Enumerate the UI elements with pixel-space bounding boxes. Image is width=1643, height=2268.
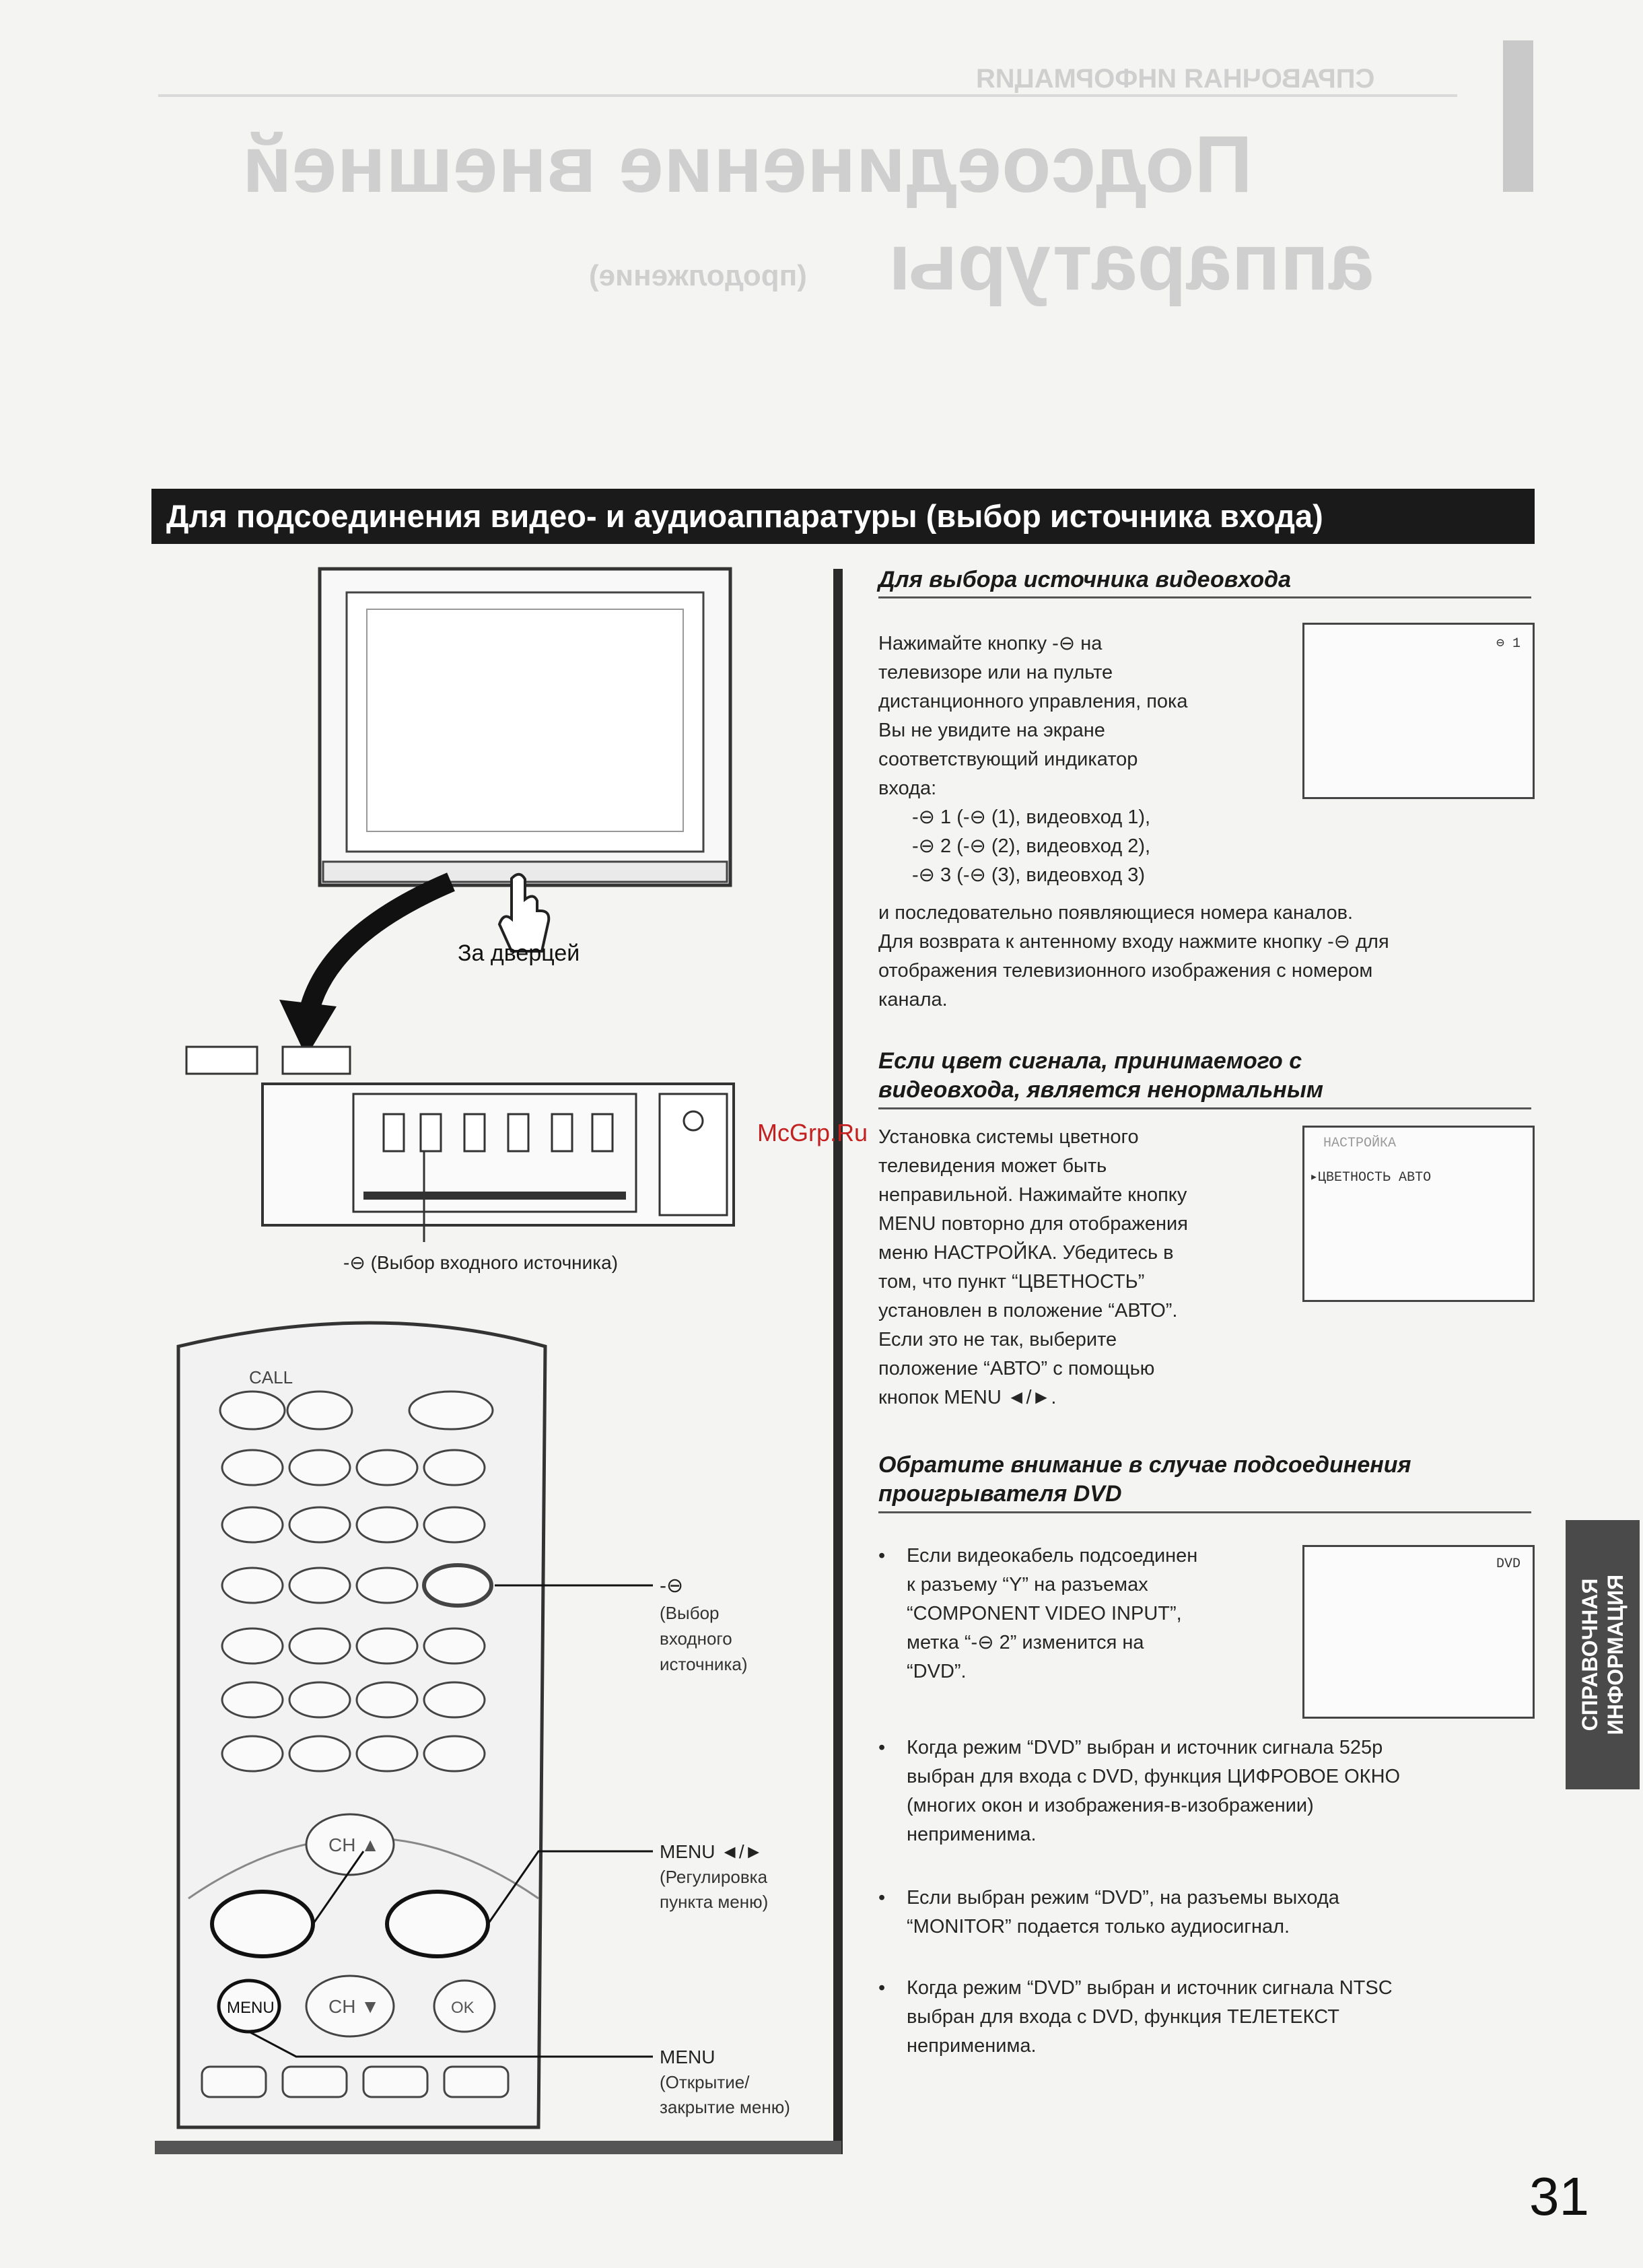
video-input-rule <box>878 596 1531 598</box>
ghost-title-suffix: (продолжение) <box>589 259 807 292</box>
section-banner: Для подсоединения видео- и аудиоаппаратуры (выбор источника входа) <box>151 489 1535 544</box>
video-input-intro: Нажимайте кнопку -⊖ на телевизоре или на пульте дистанционного управления, пока Вы не увидите на экране соответствующий индикатор входа: -⊖ 1 (-⊖ (1), видеовход 1), -⊖ 2 (-⊖ (2), видеовход 2), -⊖ 3 (-⊖ (3), видеовход 3) <box>878 633 1188 886</box>
svg-text:(Открытие/: (Открытие/ <box>660 2072 750 2092</box>
remote-control <box>162 1319 835 2147</box>
svg-text:(Регулировка: (Регулировка <box>660 1867 768 1887</box>
svg-text:CH ▼: CH ▼ <box>328 1996 380 2017</box>
svg-text:(Выбор: (Выбор <box>660 1603 720 1623</box>
tv-screen <box>347 592 703 852</box>
remote-input-button <box>424 1565 491 1606</box>
ghost-title-line1: Подсоединение внешней <box>242 119 1253 209</box>
dvd-bullet-2: • Когда режим “DVD” выбран и источник сигнала 525p выбран для входа с DVD, функция ЦИФРОВОЕ ОКНО (многих окон и изображения-в-изображении) неприменима. <box>878 1737 1401 1845</box>
dvd-bullet-4: • Когда режим “DVD” выбран и источник сигнала NTSC выбран для входа с DVD, функция ТЕЛЕТЕКСТ неприменима. <box>878 1977 1393 2057</box>
color-issue-text: Установка системы цветного телевидения может быть неправильной. Нажимайте кнопку MENU повторно для отображения меню НАСТРОЙКА. Убедитесь в том, что пункт “ЦВЕТНОСТЬ” установлен в положение “АВТО”. Если это не так, выберите положение “АВТО” с помощью кнопок MENU ◄/►. <box>878 1126 1188 1408</box>
tv-illustration <box>162 562 828 1323</box>
svg-text:закрытие меню): закрытие меню) <box>660 2097 790 2117</box>
svg-text:MENU: MENU <box>660 2047 715 2067</box>
svg-text:MENU: MENU <box>227 1999 275 2017</box>
svg-text:-⊖: -⊖ <box>660 1575 684 1597</box>
svg-text:входного: входного <box>660 1628 732 1649</box>
svg-text:OK: OK <box>451 1999 475 2017</box>
ghost-rule <box>158 94 1457 97</box>
dvd-heading: Обратите внимание в случае подсоединения проигрывателя DVD <box>878 1452 1411 1507</box>
ghost-section-label: СПРАВОЧНАЯ ИНФОРМАЦИЯ <box>976 64 1375 94</box>
screen-dvd: DVD <box>1302 1545 1535 1719</box>
input-select-caption: -⊖ (Выбор входного источника) <box>343 1252 619 1273</box>
screen-input-indicator: ⊖ 1 <box>1302 623 1535 799</box>
svg-text:пункта меню): пункта меню) <box>660 1892 769 1912</box>
dvd-bullet-3: • Если выбран режим “DVD”, на разъемы выхода “MONITOR” подается только аудиосигнал. <box>878 1887 1339 1937</box>
screen-color-menu: НАСТРОЙКА ▸ЦВЕТНОСТЬ АВТО <box>1302 1126 1535 1302</box>
watermark: McGrp.Ru <box>757 1119 868 1146</box>
door-arrow-icon <box>306 882 451 1027</box>
svg-text:источника): источника) <box>660 1654 748 1674</box>
dvd-bullet-1: • Если видеокабель подсоединен к разъему “Y” на разъемах “COMPONENT VIDEO INPUT”, метка “-⊖ 2” изменится на “DVD”. <box>878 1545 1198 1682</box>
svg-text:MENU ◄/►: MENU ◄/► <box>660 1841 763 1862</box>
column-divider <box>833 569 843 2154</box>
dvd-rule <box>878 1511 1531 1513</box>
remote-vol-left <box>212 1892 313 1956</box>
front-panel-left <box>186 1047 257 1074</box>
svg-text:CH ▲: CH ▲ <box>328 1834 380 1855</box>
svg-text:CALL: CALL <box>249 1367 293 1387</box>
remote-vol-right <box>387 1892 488 1956</box>
ghost-title-line2: аппаратуры <box>888 217 1374 307</box>
video-input-outro: и последовательно появляющиеся номера каналов. Для возврата к антенному входу нажмите кнопку -⊖ для отображения телевизионного изображения с номером канала. <box>878 902 1389 1010</box>
video-input-heading: Для выбора источника видеовхода <box>878 567 1292 592</box>
color-issue-heading: Если цвет сигнала, принимаемого с видеовхода, является ненормальным <box>878 1048 1324 1103</box>
side-tab: СПРАВОЧНАЯ ИНФОРМАЦИЯ <box>1566 1520 1640 1789</box>
page-number: 31 <box>1529 2166 1589 2226</box>
ghost-gray-block <box>1503 40 1533 192</box>
color-issue-rule <box>878 1107 1531 1109</box>
behind-door-label: За дверцей <box>458 940 580 966</box>
